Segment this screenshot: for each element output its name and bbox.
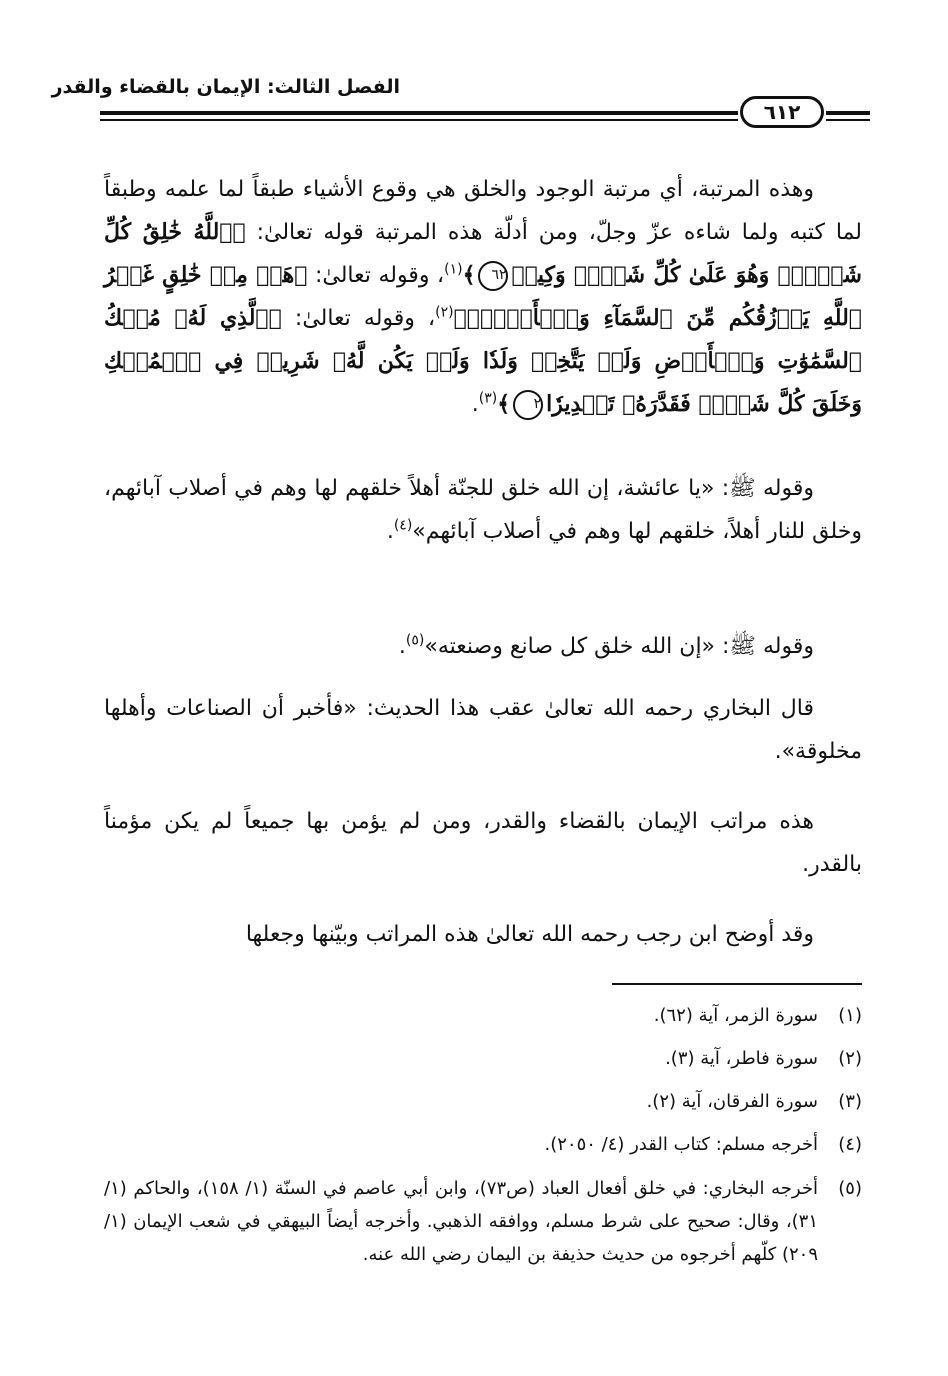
footnote-reference[interactable]: (١) xyxy=(444,261,463,278)
footnote-text: سورة الفرقان، آية (٢). xyxy=(646,1091,818,1112)
paragraph-text: وقد أوضح ابن رجب رحمه الله تعالىٰ هذه المراتب وبيّنها وجعلها xyxy=(245,922,814,947)
paragraph-ranks-summary xyxy=(104,800,862,886)
ayah-number-marker: ٦٢ xyxy=(478,261,508,291)
quran-verse-close: ﴾ xyxy=(462,262,476,288)
paragraph-text: وقوله ﷺ: «يا عائشة، إن الله خلق للجنّة أهلاً خلقهم لها وهم في أصلاب آبائهم، وخلق للنار أهلاً، خلقهم لها وهم في أصلاب آبائهم» xyxy=(104,476,862,544)
footnote xyxy=(104,1086,862,1118)
paragraph-text: . xyxy=(386,519,394,544)
header-rule-right-thin xyxy=(826,119,870,121)
footnotes xyxy=(104,1000,862,1282)
paragraph-text: . xyxy=(398,634,406,659)
footnote-separator xyxy=(612,983,862,985)
footnote-reference[interactable]: (٢) xyxy=(435,304,454,321)
footnote-text: سورة فاطر، آية (٣). xyxy=(665,1048,818,1069)
quran-verse-close: ﴾ xyxy=(497,391,511,417)
page-header xyxy=(51,70,870,130)
header-rule-right-thick xyxy=(826,111,870,115)
paragraph-text: ، وقوله تعالىٰ: xyxy=(281,306,436,331)
paragraph-text: وقوله ﷺ: «إن الله خلق كل صانع وصنعته» xyxy=(424,634,814,659)
footnote-number: (٥) xyxy=(838,1178,862,1199)
quran-verse: ﴿ٱلَّذِي لَهُۥ مُلۡكُ ٱلسَّمَٰوَٰتِ وَٱلۡأَرۡضِ وَلَمۡ يَتَّخِذۡ وَلَدٗا وَلَمۡ يَكُن لَّهُۥ شَرِيكٞ فِي ٱلۡمُلۡكِ وَخَلَقَ كُلَّ شَيۡءٖ فَقَدَّرَهُۥ تَقۡدِيرٗا xyxy=(104,305,862,417)
paragraph-text: قال البخاري رحمه الله تعالىٰ عقب هذا الحديث: «فأخبر أن الصناعات وأهلها مخلوقة». xyxy=(104,696,862,764)
chapter-title: الفصل الثالث: الإيمان بالقضاء والقدر xyxy=(51,76,400,98)
page-number: ٦١٢ xyxy=(740,96,824,128)
footnote-text: أخرجه مسلم: كتاب القدر (٤/ ٢٠٥٠). xyxy=(544,1134,818,1155)
quran-verse: ﴿هَلۡ مِنۡ خَٰلِقٍ غَيۡرُ ٱللَّهِ يَرۡزُقُكُم مِّنَ ٱلسَّمَآءِ وَٱلۡأَرۡضِۚ﴾ xyxy=(104,262,862,331)
footnote xyxy=(104,1129,862,1161)
paragraph-text: هذه مراتب الإيمان بالقضاء والقدر، ومن لم يؤمن بها جميعاً لم يكن مؤمناً بالقدر. xyxy=(104,809,862,877)
footnote xyxy=(104,1043,862,1075)
footnote-text: سورة الزمر، آية (٦٢). xyxy=(653,1005,818,1026)
paragraph-text: وهذه المرتبة، أي مرتبة الوجود والخلق هي وقوع الأشياء طبقاً لما علمه وطبقاً لما كتبه ولما شاءه عزّ وجلّ، ومن أدلّة هذه المرتبة قوله تعالىٰ: xyxy=(104,177,862,245)
header-rule-thick xyxy=(100,111,738,115)
footnote-number: (٢) xyxy=(838,1048,862,1069)
footnote-reference[interactable]: (٤) xyxy=(393,517,413,534)
footnote xyxy=(104,1000,862,1032)
header-rule-thin xyxy=(100,119,738,121)
footnote-number: (٣) xyxy=(838,1091,862,1112)
paragraph-hadith-maker xyxy=(104,625,862,668)
paragraph-text: ، وقوله تعالىٰ: xyxy=(307,263,445,288)
footnote-number: (٤) xyxy=(838,1134,862,1155)
quran-verse: ﴿ٱللَّهُ خَٰلِقُ كُلِّ شَيۡءٖۖ وَهُوَ عَلَىٰ كُلِّ شَيۡءٖ وَكِيلٞ xyxy=(104,219,862,288)
paragraph-bukhari xyxy=(104,687,862,773)
footnote-number: (١) xyxy=(838,1005,862,1026)
footnote-reference[interactable]: (٥) xyxy=(405,632,425,649)
ayah-number-marker: ٢ xyxy=(513,390,543,420)
paragraph-ibn-rajab xyxy=(104,913,862,956)
footnote xyxy=(104,1172,862,1271)
paragraph-text: . xyxy=(471,392,479,417)
paragraph-creation-rank xyxy=(104,168,862,426)
footnote-reference[interactable]: (٣) xyxy=(478,390,498,407)
footnote-text: أخرجه البخاري: في خلق أفعال العباد (ص٧٣)، وابن أبي عاصم في السنّة (١/ ١٥٨)، والحاكم (١/ ٣١)، وقال: صحيح على شرط مسلم، ووافقه الذهبي. وأخرجه أيضاً البيهقي في شعب الإيمان (١/ ٢٠٩) كلّهم أخرجوه من حديث حذيفة بن اليمان رضي الله عنه. xyxy=(104,1178,818,1265)
paragraph-hadith-aisha xyxy=(104,467,862,553)
